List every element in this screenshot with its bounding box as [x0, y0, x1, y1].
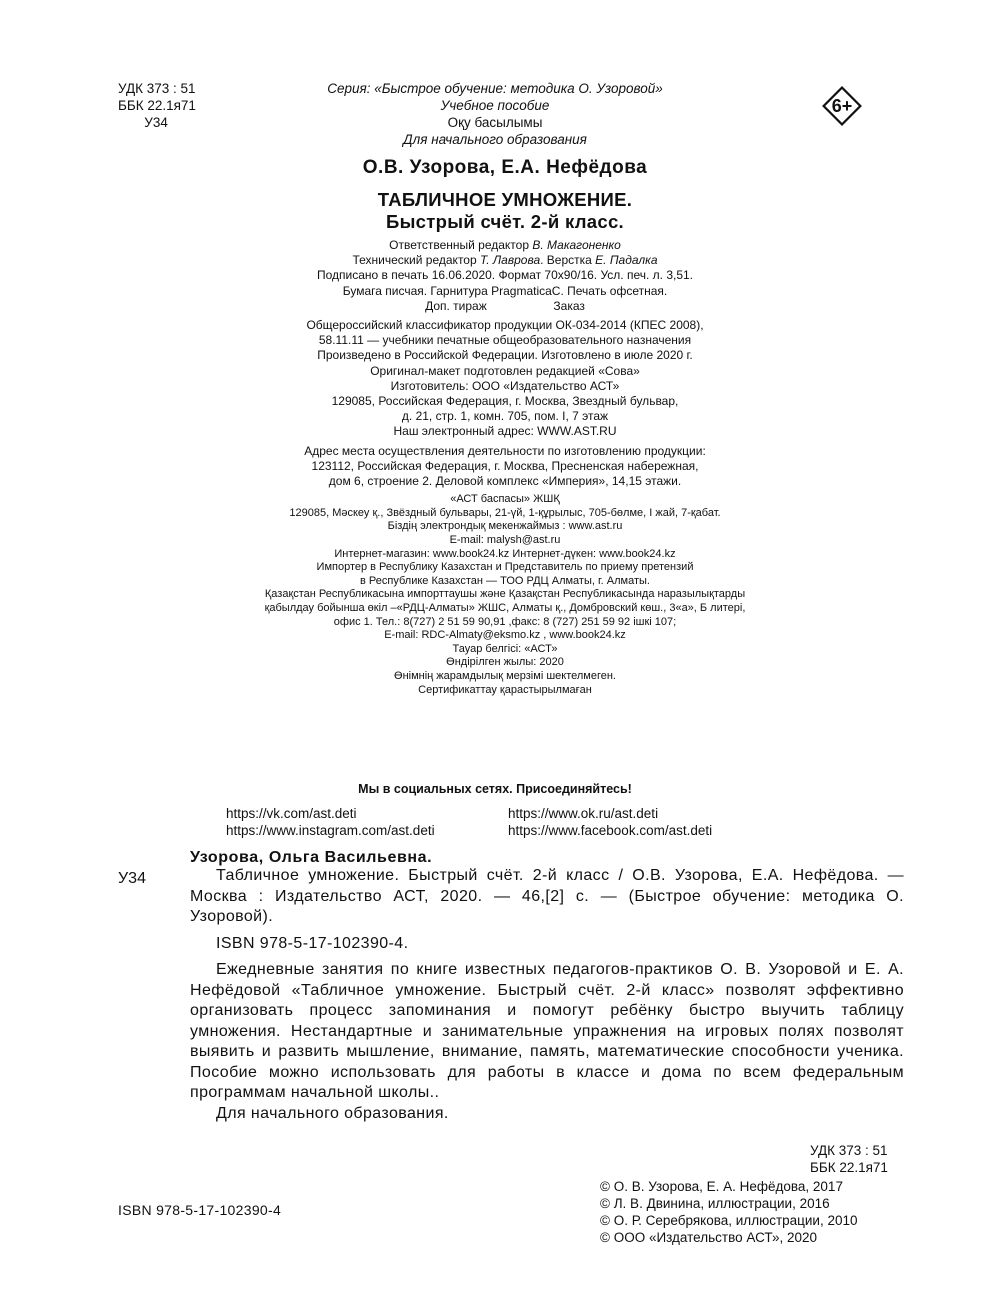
- author-mark: У34: [118, 115, 168, 130]
- edition-type: Учебное пособие: [440, 98, 550, 113]
- instagram-link[interactable]: https://www.instagram.com/ast.deti: [226, 823, 435, 838]
- series-info: [250, 80, 740, 148]
- catalog-annotation: Ежедневные занятия по книге известных педагогов-практиков О. В. Узоровой и Е. А. Нефёдовой «Табличное умножение. Быстрый счёт. 2-й класс» позволят эффективно организовать процесс запоминания и помогут ребёнку быстро выучить таблицу умножения. Нестандартные и занимательные упражнения на игровых полях позволят выявить и развить мышление, внимание, память, математические способности ученика. Пособие можно использовать для работы в классе и дома по всем федеральным программам начальной школы..: [190, 961, 904, 1101]
- ok-link[interactable]: https://www.ok.ru/ast.deti: [508, 806, 659, 821]
- edition-type-kz: Оқу басылымы: [447, 115, 543, 130]
- series-title: Серия: «Быстрое обучение: методика О. Узоровой»: [327, 81, 663, 96]
- book-subtitle: Быстрый счёт. 2-й класс.: [385, 211, 625, 232]
- udk-classification: [118, 80, 196, 131]
- book-authors: О.В. Узорова, Е.А. Нефёдова: [362, 157, 648, 178]
- catalog-isbn: ISBN 978-5-17-102390-4.: [216, 934, 409, 952]
- catalog-audience: Для начального образования.: [216, 1104, 449, 1122]
- kazakhstan-info: «АСТ баспасы» ЖШҚ 129085, Мәскеу қ., Звёздный бульвары, 21-үй, 1-құрылыс, 705-бөлме, I жай, 7-қабат. Біздің электрондық мекенжаймыз : www.ast.ru E-mail: malysh@ast.ru Интернет-магазин: www.book24.kz Интернет-дүкен: www.book24.kz Импортер в Республику Казахстан и Представитель по приему претензий в Республике Казахстан — ТОО РДЦ Алматы, г. Алматы. Қазақстан Республикасына импорттаушы және Қазақстан Республикасында наразылықтарды қабылдау бойынша өкіл –«РДЦ-Алматы» ЖШС, Алматы қ., Домбровский көш., 3«а», Б литері, офис 1. Тел.: 8(727) 2 51 59 90,91 ,факс: 8 (727) 251 59 92 ішкі 107; E-mail: RDC-Almaty@eksmo.kz , www.book24.kz Тауар белгісі: «АСТ» Өндірілген жылы: 2020 Өнімнің жарамдылық мерзімі шектелмеген. Сертификаттау қарастырылмаған: [264, 493, 746, 696]
- copyright-line: © ООО «Издательство АСТ», 2020: [600, 1230, 818, 1245]
- imprint-block: [180, 238, 830, 697]
- book-title: ТАБЛИЧНОЕ УМНОЖЕНИЕ.: [377, 189, 633, 210]
- classifier-info: Общероссийский классификатор продукции ОК-034-2014 (КПЕС 2008), 58.11.11 — учебники печатные общеобразовательного назначения Произведено в Российской Федерации. Изготовлено в июле 2020 г. Оригинал-макет подготовлен редакцией «Сова» Изготовитель: ООО «Издательство АСТ» 129085, Российская Федерация, г. Москва, Звездный бульвар, д. 21, стр. 1, комн. 705, пом. I, 7 этаж Наш электронный адрес: WWW.AST.RU: [306, 318, 704, 439]
- udk-bottom: УДК 373 : 51 ББК 22.1я71: [810, 1143, 888, 1175]
- age-rating-text: 6+: [831, 96, 853, 116]
- editor-line: Ответственный редактор В. Макагоненко: [389, 238, 621, 252]
- catalog-card: [190, 866, 904, 1124]
- copyright-block: [600, 1178, 858, 1246]
- vk-link[interactable]: https://vk.com/ast.deti: [226, 806, 357, 821]
- copyright-line: © Л. В. Двинина, иллюстрации, 2016: [600, 1196, 830, 1211]
- bbk-line: ББК 22.1я71: [118, 98, 196, 113]
- audience-label: Для начального образования: [403, 132, 587, 147]
- catalog-description: Табличное умножение. Быстрый счёт. 2-й класс / О.В. Узорова, Е.А. Нефёдова. — Москва : Издательство АСТ, 2020. — 46,[2] с. — (Быстрое обучение: методика О. Узоровой).: [190, 867, 904, 925]
- facebook-link[interactable]: https://www.facebook.com/ast.deti: [508, 823, 713, 838]
- udk-line: УДК 373 : 51: [118, 81, 196, 96]
- print-info: Подписано в печать 16.06.2020. Формат 70х90/16. Усл. печ. л. 3,51. Бумага писчая. Гарнитура PragmaticaC. Печать офсетная. Доп. тираж Заказ: [316, 268, 694, 313]
- social-heading: Мы в социальных сетях. Присоединяйтесь!: [358, 782, 632, 796]
- tech-editor-line: Технический редактор Т. Лаврова. Верстка Е. Падалка: [352, 253, 658, 268]
- catalog-code: У34: [118, 870, 146, 887]
- production-address: Адрес места осуществления деятельности по изготовлению продукции: 123112, Российская Федерация, г. Москва, Пресненская набережная, дом 6, строение 2. Деловой комплекс «Империя», 14,15 этажи.: [304, 443, 706, 489]
- copyright-line: © О. Р. Серебрякова, иллюстрации, 2010: [600, 1213, 858, 1228]
- social-links: [226, 805, 712, 839]
- isbn-bottom: ISBN 978-5-17-102390-4: [118, 1202, 282, 1218]
- copyright-line: © О. В. Узорова, Е. А. Нефёдова, 2017: [600, 1179, 843, 1194]
- catalog-author: Узорова, Ольга Васильевна.: [190, 849, 433, 866]
